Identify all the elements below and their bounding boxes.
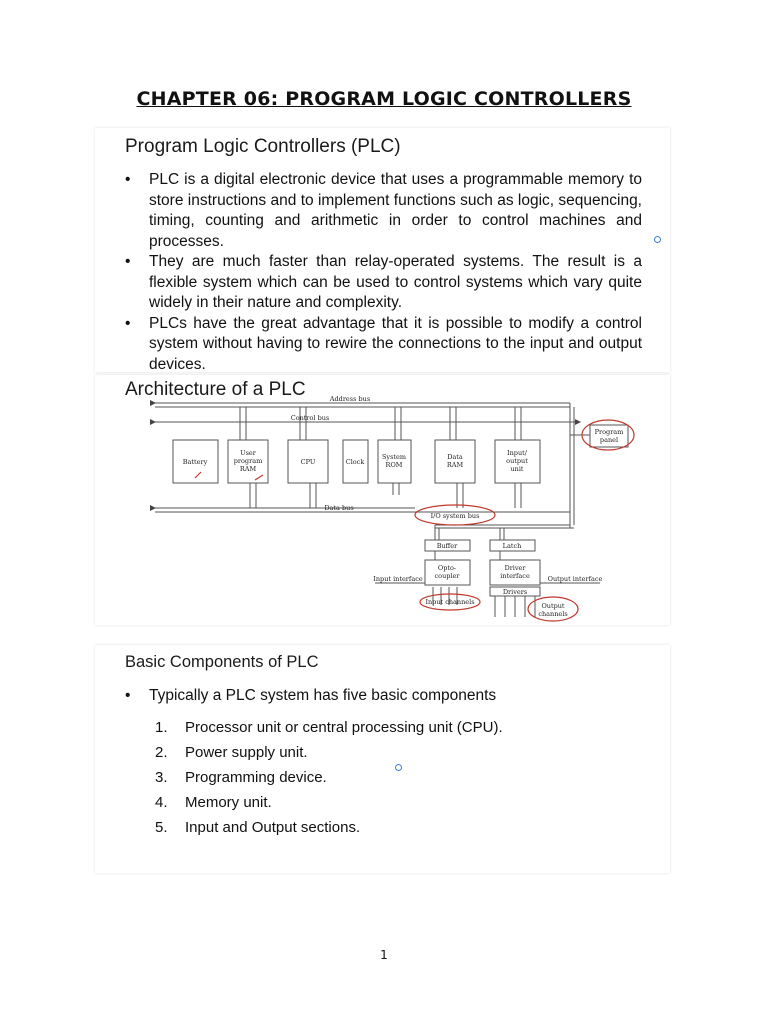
svg-text:Latch: Latch: [502, 542, 522, 550]
list-item: 1. Processor unit or central processing unit (CPU).: [155, 719, 503, 736]
svg-text:System: System: [381, 453, 407, 461]
svg-text:Data: Data: [447, 453, 463, 461]
bullet-icon: •: [125, 171, 131, 188]
list-item: 3. Programming device.: [155, 769, 327, 786]
bullet-icon: •: [125, 253, 131, 270]
svg-text:Opto-: Opto-: [437, 564, 457, 572]
svg-text:Input interface: Input interface: [373, 575, 423, 583]
bullet-item: • PLC is a digital electronic device that uses a programmable memory to store instructions and to implement functions such as logic, sequencing, timing, counting and arithmetic in order to control machines and processes.: [125, 171, 642, 250]
svg-text:Drivers: Drivers: [502, 588, 528, 596]
bullet-icon: •: [125, 687, 131, 704]
bullet-list: [125, 170, 642, 375]
svg-text:channels: channels: [538, 610, 568, 618]
svg-text:ROM: ROM: [385, 461, 403, 469]
svg-text:unit: unit: [510, 465, 524, 473]
svg-text:Input/: Input/: [507, 449, 527, 457]
chapter-title: CHAPTER 06: PROGRAM LOGIC CONTROLLERS: [136, 88, 632, 110]
bullet-icon: •: [125, 314, 131, 332]
bullet-item: • PLCs have the great advantage that it is possible to modify a control system without having to rewire the connections to the input and output devices.: [125, 314, 642, 373]
slide-title: Architecture of a PLC: [125, 379, 306, 400]
svg-text:Program: Program: [594, 428, 624, 436]
list-item: 4. Memory unit.: [155, 794, 272, 811]
svg-text:Buffer: Buffer: [436, 542, 458, 550]
svg-text:Address bus: Address bus: [329, 395, 371, 403]
svg-text:output: output: [506, 457, 528, 465]
numbered-list: [155, 715, 503, 840]
list-item: 5. Input and Output sections.: [155, 819, 361, 836]
svg-text:Control bus: Control bus: [290, 414, 330, 422]
page-number: 1: [380, 948, 388, 962]
slide-title: Program Logic Controllers (PLC): [125, 136, 401, 157]
slide-title: Basic Components of PLC: [125, 653, 319, 671]
svg-text:RAM: RAM: [239, 465, 257, 473]
svg-text:I/O system bus: I/O system bus: [430, 512, 480, 520]
annotation-circle-icon: [654, 236, 661, 243]
intro-bullet: • Typically a PLC system has five basic components: [125, 687, 497, 704]
annotation-circle-icon: [395, 764, 402, 771]
svg-text:Output: Output: [541, 602, 565, 610]
plc-architecture-diagram: [95, 375, 670, 625]
svg-text:program: program: [233, 457, 263, 465]
svg-text:Input channels: Input channels: [425, 598, 475, 606]
slide-basic-components: [95, 645, 670, 873]
slide-architecture: [95, 375, 670, 625]
svg-text:CPU: CPU: [300, 458, 316, 466]
bullet-item: • They are much faster than relay-operated systems. The result is a flexible system which can be used to control systems which vary quite widely in their nature and complexity.: [125, 253, 642, 311]
svg-text:interface: interface: [500, 572, 530, 580]
svg-text:coupler: coupler: [434, 572, 460, 580]
svg-text:Clock: Clock: [345, 458, 365, 466]
svg-text:RAM: RAM: [446, 461, 464, 469]
svg-text:Battery: Battery: [182, 458, 208, 466]
svg-text:panel: panel: [599, 436, 619, 444]
list-item: 2. Power supply unit.: [155, 744, 308, 761]
svg-text:User: User: [240, 449, 256, 457]
svg-text:Data bus: Data bus: [324, 504, 354, 512]
svg-text:Driver: Driver: [504, 564, 526, 572]
svg-text:Output interface: Output interface: [547, 575, 603, 583]
slide-plc-definition: [95, 128, 670, 372]
